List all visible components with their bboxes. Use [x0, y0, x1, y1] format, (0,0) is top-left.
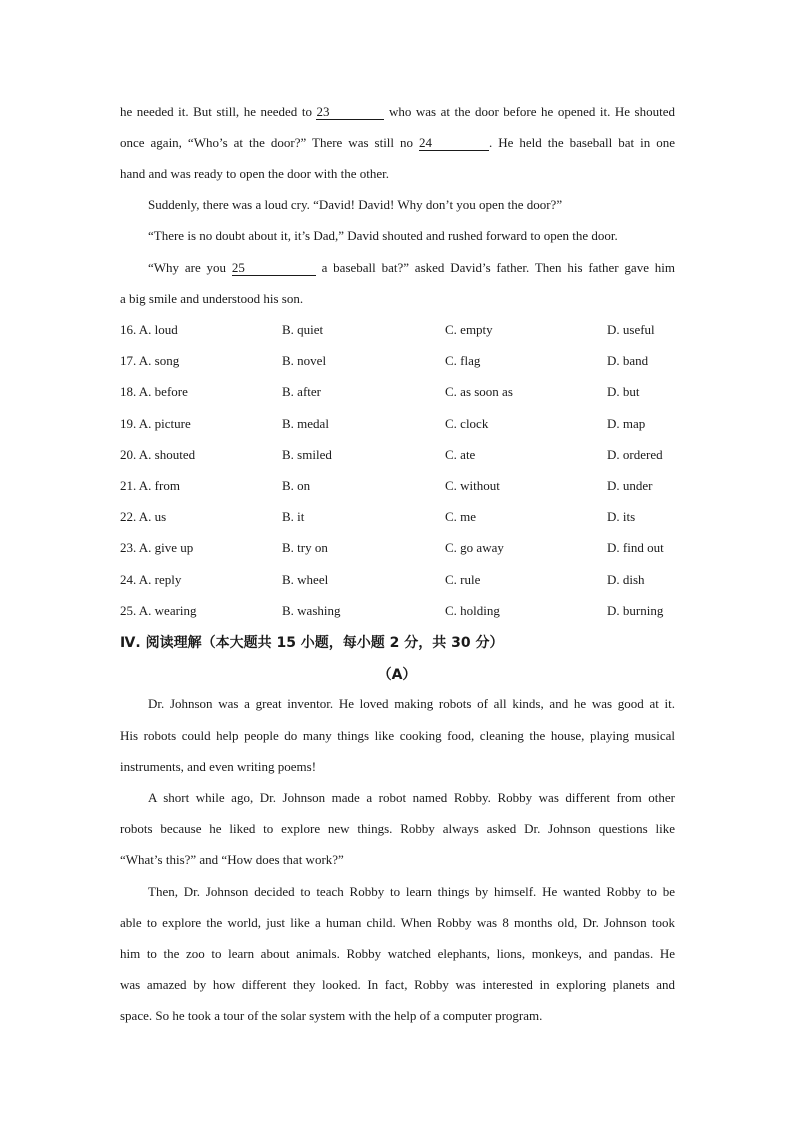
question-20	[120, 446, 680, 464]
answer-blank-24: 24	[419, 136, 489, 151]
option-a: 25. A. wearing	[120, 603, 197, 618]
option-b: B. washing	[282, 603, 341, 618]
passage-line: Dr. Johnson was a great inventor. He loved making robots of all kinds, and he was good at it.	[148, 696, 675, 711]
option-d: D. under	[607, 478, 653, 493]
story-text: a baseball bat?” asked David’s father. Then his father gave him	[315, 260, 675, 275]
answer-blank-25: 25	[232, 261, 316, 276]
option-d: D. ordered	[607, 447, 663, 462]
option-c: C. ate	[445, 447, 476, 462]
story-text: “Why are you	[148, 260, 232, 275]
question-21	[120, 477, 680, 495]
option-b: B. on	[282, 478, 311, 493]
option-b: B. wheel	[282, 572, 329, 587]
option-c: C. empty	[445, 322, 493, 337]
option-d: D. band	[607, 353, 649, 368]
story-line: hand and was ready to open the door with the other.	[120, 166, 389, 181]
passage-line: A short while ago, Dr. Johnson made a robot named Robby. Robby was different from other	[148, 790, 675, 805]
option-c: C. rule	[445, 572, 481, 587]
question-16	[120, 321, 680, 339]
section-heading: Ⅳ. 阅读理解（本大题共 15 小题，每小题 2 分，共 30 分）	[120, 635, 504, 651]
option-d: D. but	[607, 384, 640, 399]
passage-line: His robots could help people do many things like cooking food, cleaning the house, playing musical	[120, 728, 675, 743]
passage-line: robots because he liked to explore new things. Robby always asked Dr. Johnson questions like	[120, 821, 675, 836]
option-a: 22. A. us	[120, 509, 167, 524]
option-c: C. as soon as	[445, 384, 513, 399]
passage-line: able to explore the world, just like a human child. When Robby was 8 months old, Dr. Johnson took	[120, 915, 675, 930]
passage-line: instruments, and even writing poems!	[120, 759, 317, 774]
option-b: B. it	[282, 509, 305, 524]
story-line	[120, 134, 675, 152]
option-d: D. burning	[607, 603, 664, 618]
option-d: D. find out	[607, 540, 664, 555]
option-a: 19. A. picture	[120, 416, 191, 431]
story-line: a big smile and understood his son.	[120, 291, 304, 306]
story-text: he needed it. But still, he needed to	[120, 104, 317, 119]
question-24	[120, 571, 680, 589]
option-a: 18. A. before	[120, 384, 188, 399]
story-line: Suddenly, there was a loud cry. “David! David! Why don’t you open the door?”	[148, 197, 563, 212]
option-d: D. dish	[607, 572, 645, 587]
question-25	[120, 602, 680, 620]
option-b: B. smiled	[282, 447, 332, 462]
passage-line: him to the zoo to learn about animals. Robby watched elephants, lions, monkeys, and pandas. He	[120, 946, 675, 961]
option-c: C. flag	[445, 353, 481, 368]
option-c: C. clock	[445, 416, 489, 431]
option-c: C. me	[445, 509, 477, 524]
option-c: C. go away	[445, 540, 504, 555]
option-d: D. useful	[607, 322, 655, 337]
passage-line: was amazed by how different they looked. In fact, Robby was interested in exploring planets and	[120, 977, 675, 992]
story-text: who was at the door before he opened it. He shouted	[384, 104, 675, 119]
story-line	[120, 103, 675, 121]
story-line	[148, 259, 675, 277]
option-b: B. quiet	[282, 322, 324, 337]
question-19	[120, 415, 680, 433]
passage-line: Then, Dr. Johnson decided to teach Robby to learn things by himself. He wanted Robby to be	[148, 884, 675, 899]
passage-label: （A）	[377, 667, 417, 683]
option-d: D. its	[607, 509, 636, 524]
option-b: B. try on	[282, 540, 328, 555]
option-d: D. map	[607, 416, 646, 431]
option-b: B. medal	[282, 416, 329, 431]
story-line: “There is no doubt about it, it’s Dad,” David shouted and rushed forward to open the door.	[148, 228, 618, 243]
story-text: once again, “Who’s at the door?” There was still no	[120, 135, 420, 150]
option-a: 17. A. song	[120, 353, 180, 368]
option-c: C. without	[445, 478, 500, 493]
story-text: . He held the baseball bat in one	[489, 135, 675, 150]
passage-line: “What’s this?” and “How does that work?”	[120, 852, 344, 867]
answer-blank-23: 23	[316, 105, 384, 120]
option-a: 20. A. shouted	[120, 447, 196, 462]
option-a: 24. A. reply	[120, 572, 182, 587]
option-b: B. novel	[282, 353, 327, 368]
question-18	[120, 383, 680, 401]
option-b: B. after	[282, 384, 321, 399]
option-a: 21. A. from	[120, 478, 180, 493]
option-a: 16. A. loud	[120, 322, 178, 337]
question-23	[120, 539, 680, 557]
passage-line: space. So he took a tour of the solar system with the help of a computer program.	[120, 1008, 543, 1023]
option-a: 23. A. give up	[120, 540, 194, 555]
option-c: C. holding	[445, 603, 500, 618]
question-22	[120, 508, 680, 526]
question-17	[120, 352, 680, 370]
